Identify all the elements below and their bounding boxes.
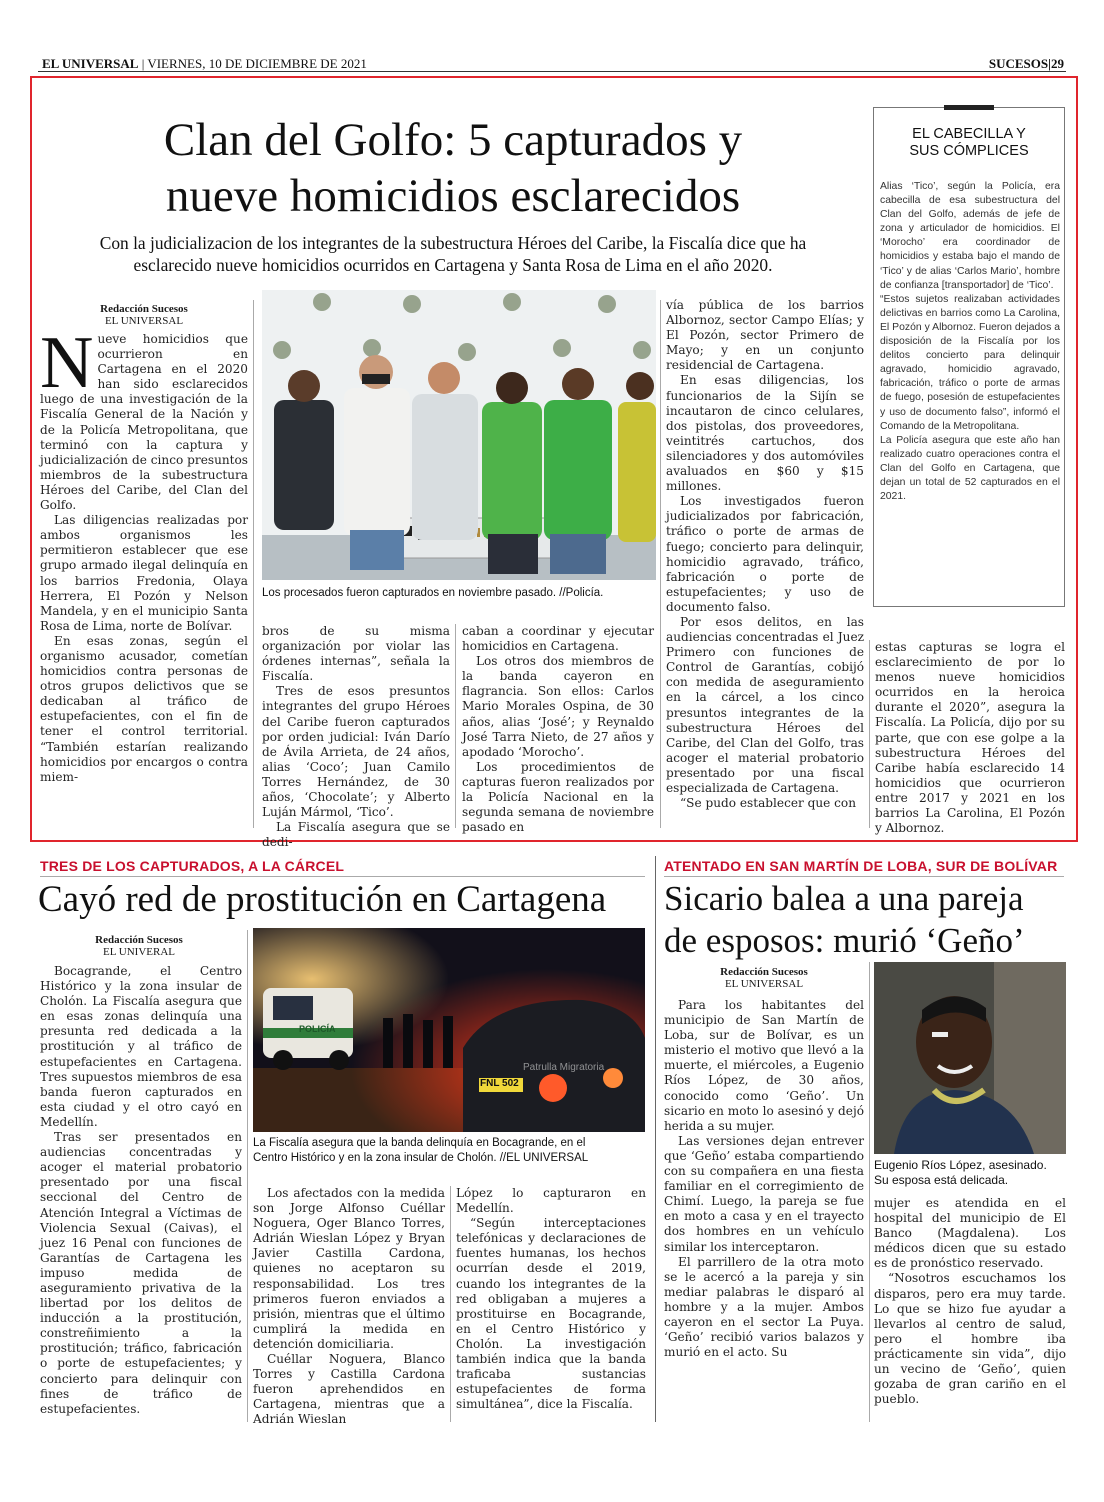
story2-column-1 — [40, 964, 242, 1422]
column-divider — [450, 1186, 451, 1422]
page-number: 29 — [1051, 56, 1064, 71]
main-photo-caption: Los procesados fueron capturados en noviembre pasado. //Policía. — [262, 587, 604, 599]
main-column-3 — [462, 624, 654, 835]
main-paragraph: bros de su misma organización por violar las órdenes internas”, señala la Fiscalía. — [262, 624, 450, 684]
byline-author: Redacción Sucesos — [100, 303, 188, 315]
story2-paragraph: Bocagrande, el Centro Histórico y la zona insular de Cholón. La Fiscalía asegura que en esas zonas delinquía una presunta red dedicada a la prostitución y al tráfico de estupefacientes en Cartagena. Tres supuestos miembros de esa banda fueron capturados en esta ciudad y el otro cayó en Medellín. — [40, 964, 242, 1129]
watermark-text: Patrulla Migratoria — [523, 1062, 605, 1073]
main-column-5 — [875, 640, 1065, 836]
story2-paragraph: Los afectados con la medida son Jorge Alfonso Cuéllar Noguera, Oger Blanco Torres, Adrián Wieslan López y Bryan Javier Castilla Cardona, quienes no aceptaron su responsabilidad. Los tres primeros fueron enviados a prisión, mientras que el último cumplirá la medida en detención domiciliaria. — [253, 1186, 445, 1351]
story2-photo — [253, 928, 645, 1132]
story3-headline — [664, 878, 1025, 962]
story3-caption-line1: Eugenio Ríos López, asesinado. — [874, 1158, 1047, 1172]
main-deck-line1: Con la judicializacion de los integrantes de la subestructura Héroes del Caribe, la Fiscalía dice que ha — [99, 233, 807, 253]
story3-kicker: ATENTADO EN SAN MARTÍN DE LOBA, SUR DE BOLÍVAR — [664, 858, 1058, 874]
sidebar-title — [878, 126, 1060, 160]
story2-paragraph: Tras ser presentados en audiencias concentradas y acoger el material probatorio presentado por una fiscal seccional del Centro de Atención Integral a Víctimas de Violencia Sexual (Caivas), el juez 16 Penal con funciones de Garantías de Cartagena les impuso medida de aseguramiento privativa de la libertad por los delitos de inducción a la prostitución, constreñimiento a la prostitución; tráfico, fabricación o porte de estupefacientes; y concierto para delinquir con fines de tráfico de estupefacientes. — [40, 1130, 242, 1416]
column-divider — [660, 300, 661, 828]
main-paragraph: “Se pudo establecer que con — [680, 796, 856, 811]
story3-caption-line2: Su esposa está delicada. — [874, 1173, 1009, 1187]
main-column-2 — [262, 624, 450, 850]
license-plate: FNL 502 — [480, 1078, 519, 1089]
story2-column-2 — [253, 1186, 445, 1427]
story2-caption-line2: Centro Histórico y en la zona insular de Cholón. //EL UNIVERSAL — [253, 1152, 589, 1164]
column-divider — [247, 930, 248, 1422]
byline-outlet: EL UNIVERSAL — [104, 315, 184, 327]
column-divider — [869, 640, 870, 828]
sidebar-title-line2: SUS CÓMPLICES — [909, 143, 1029, 159]
suspects-photo — [262, 290, 656, 580]
story3-paragraph: El parrillero de la otra moto se le acercó a la pareja y sin mediar palabras le disparó al hombre y a la mujer. Ambos cayeron en el sector La Puya. ‘Geño’ recibió varios balazos y murió en el acto. Su — [664, 1254, 864, 1360]
main-paragraph: La Fiscalía asegura que se dedi- — [262, 820, 450, 850]
story3-byline — [664, 966, 864, 990]
main-paragraph: En esas zonas, según el organismo acusador, cometían homicidios contra personas de otros grupos delictivos que se dedicaban al tráfico de estupefacientes, con el fin de tener el control territorial. “También estarían realizando homicidios por encargos o contra miem- — [40, 633, 248, 784]
story2-byline — [40, 934, 238, 958]
main-paragraph: Por esos delitos, en las audiencias concentradas el Juez Primero con funciones de Control de Garantías, cobijó con medida de aseguramiento en la cárcel, a los cinco presuntos integrantes de la subestructura Héroes del Caribe, del Clan del Golfo, tras acoger el material probatorio presentado por una fiscal especializada de Cartagena. — [666, 614, 864, 795]
issue-date: VIERNES, 10 DE DICIEMBRE DE 2021 — [147, 56, 367, 71]
story2-kicker: TRES DE LOS CAPTURADOS, A LA CÁRCEL — [40, 858, 345, 874]
column-divider — [253, 300, 254, 828]
main-headline-line1: Clan del Golfo: 5 capturados y — [163, 114, 743, 166]
main-paragraph: Los investigados fueron judicializados por fabricación, tráfico o porte de armas de fuego; concierto para delinquir, homicidio agravado, tráfico, fabricación o porte de estupefacientes; y uso de documento falso. — [666, 494, 864, 614]
main-headline-line2: nueve homicidios esclarecidos — [165, 170, 741, 222]
story2-kicker-rule — [40, 876, 645, 877]
story3-column-2 — [874, 1196, 1066, 1422]
main-paragraph: Los procedimientos de capturas fueron realizados por la Policía Nacional en la segunda semana de noviembre pasado en — [462, 759, 654, 835]
main-deck — [44, 232, 862, 276]
sidebar-tab — [944, 105, 994, 110]
column-divider — [869, 962, 870, 1422]
main-paragraph: ueve homicidios que ocurrieron en Cartagena en el 2020 han sido esclarecidos luego de una investigación de la Fiscalía General de la Nación y de la Policía Metropolitana, que terminó con la captura y judicialización de cinco presuntos miembros de la subestructura Héroes del Caribe, del Clan del Golfo. — [40, 332, 248, 513]
story2-paragraph: Cuéllar Noguera, Blanco Torres y Castilla Cardona fueron aprehendidos en Cartagena, mientras que a Adrián Wieslan — [253, 1352, 445, 1427]
sidebar-title-line1: EL CABECILLA Y — [912, 126, 1026, 142]
story3-column-1 — [664, 998, 864, 1422]
story3-paragraph: Las versiones dejan entrever que ‘Geño’ estaba compartiendo con su compañera en una fiesta familiar en el corregimiento de Chimí. Luego, la pareja se fue en moto a casa y en el trayecto dos hombres en un vehículo similar los interceptaron. — [664, 1133, 864, 1254]
main-paragraph: Tres de esos presuntos integrantes del grupo Héroes del Caribe fueron capturados por orden judicial: Iván Darío de Ávila Arrieta, de 24 años, alias ‘Coco’; Juan Camilo Torres Hernández, de 30 años, ‘Chocolate’; y Alberto Luján Mármol, ‘Tico’. — [262, 684, 450, 820]
page-header-right: SUCESOS|29 — [988, 56, 1064, 71]
main-paragraph: Los otros dos miembros de la banda cayeron en flagrancia. Son ellos: Carlos Mario Morales Ospina, de 30 años, alias ‘José’; y Reynaldo José Tarra Nieto, de 27 años y apodado ‘Morocho’. — [462, 654, 654, 759]
sidebar-paragraph: “Estos sujetos realizaban actividades delictivas en barrios como La Carolina, El Pozón y Albornoz. Fueron dejados a disposición de la Fiscalía por los delitos concierto para delinquir agravado, homicidio agravado, fabricación, tráfico o porte de armas de fuego, posesión de estupefacientes y uso de documento falso”, informó el Comando de la Metropolitana. — [880, 293, 1060, 432]
victim-photo — [874, 962, 1066, 1154]
story3-kicker-rule — [664, 876, 1064, 877]
main-paragraph: Las diligencias realizadas por ambos organismos les permitieron establecer que ese grupo armado ilegal delinquía en los barrios Fredonia, Olaya Herrera, El Pozón y Nelson Mandela, y en el municipio Santa Rosa de Lima, norte de Bolívar. — [40, 513, 248, 633]
byline-author: Redacción Sucesos — [95, 934, 183, 946]
main-paragraph: caban a coordinar y ejecutar homicidios en Cartagena. — [462, 624, 654, 654]
story3-paragraph: “Nosotros escuchamos los disparos, pero era muy tarde. Lo que se hizo fue ayudar a llevarlos al centro de salud, pero el hombre iba prácticamente sin vida”, dijo un vecino de ‘Geño’, quien gozaba de gran cariño en el pueblo. — [874, 1271, 1066, 1407]
byline-outlet: EL UNIVERSAL — [724, 978, 804, 990]
header-rule — [38, 71, 1066, 72]
victim-portrait — [874, 962, 1066, 1154]
story2-paragraph: López lo capturaron en Medellín. — [456, 1186, 646, 1216]
main-headline — [40, 112, 866, 224]
main-deck-line2: esclarecido nueve homicidios ocurridos en Cartagena y Santa Rosa de Lima en el año 2020. — [133, 255, 773, 275]
main-paragraph: vía pública de los barrios Albornoz, sector Campo Elías; y El Pozón, sector Primero de Mayo; y en un conjunto residencial de Cartagena. — [666, 298, 864, 373]
newspaper-name: EL UNIVERSAL — [42, 56, 139, 71]
sidebar-paragraph: La Policía asegura que este año han realizado cuatro operaciones contra el Clan del Golfo en Cartagena, que dejan un total de 52 capturados en el 2021. — [880, 434, 1060, 503]
main-paragraph: estas capturas se logra el esclarecimiento de por lo menos nueve homicidios ocurridos en la heroica durante el 2020”, asegura la Fiscalía. La Policía, dijo por su parte, que con ese golpe a la subestructura Héroes del Caribe había esclarecido 14 homicidios que ocurrieron entre 2017 y 2021 en los barrios La Carolina, El Pozón y Albornoz. — [875, 640, 1065, 836]
story-divider — [655, 856, 656, 1422]
main-column-4 — [666, 298, 864, 830]
main-paragraph: En esas diligencias, los funcionarios de la Sijín se incautaron de cinco celulares, dos pistolas, dos proveedores, veintitrés cartuchos, dos silenciadores y dos automóviles avaluados en $60 y $15 millones. — [666, 373, 864, 494]
story3-paragraph: Para los habitantes del municipio de San Martín de Loba, sur de Bolívar, es un misterio el motivo que llevó a la muerte, el miércoles, a Eugenio Ríos López, de 30 años, conocido como ‘Geño’. Un sicario en moto lo asesinó y dejó herida a su mujer. — [664, 998, 864, 1133]
story2-column-3 — [456, 1186, 646, 1422]
column-divider — [455, 624, 456, 828]
story3-headline-line1: Sicario balea a una pareja — [664, 879, 1024, 918]
section-name: SUCESOS — [988, 56, 1049, 71]
drop-cap: N — [40, 322, 94, 404]
byline-author: Redacción Sucesos — [720, 966, 808, 978]
main-column-1 — [40, 322, 248, 828]
page-header-left: EL UNIVERSAL | VIERNES, 10 DE DICIEMBRE DE 2021 — [42, 56, 367, 71]
story3-paragraph: mujer es atendida en el hospital del municipio de El Banco (Magdalena). Los médicos dicen que su estado es de pronóstico reservado. — [874, 1196, 1066, 1271]
story2-caption-line1: La Fiscalía asegura que la banda delinquía en Bocagrande, en el — [253, 1137, 586, 1149]
suspects-photo-illustration — [262, 290, 656, 580]
sidebar-text — [880, 180, 1060, 600]
truck-police-label: POLICÍA — [299, 1024, 336, 1034]
story3-headline-line2: de esposos: murió ‘Geño’ — [664, 921, 1025, 960]
sidebar-paragraph: Alias ‘Tico’, según la Policía, era cabecilla de esa subestructura del Clan del Golfo, además de jefe de zona y articulador de homicidios. El ‘Morocho’ era coordinador de homicidios y estaba bajo el mando de ‘Tico’ y de alias ‘Carlos Mario’, hombre de confianza [transportador] de ‘Tico’. — [880, 181, 1060, 291]
story2-caption — [253, 1136, 645, 1166]
story2-headline: Cayó red de prostitución en Cartagena — [38, 879, 607, 920]
story2-paragraph: “Según interceptaciones telefónicas y declaraciones de fuentes humanas, los hechos ocurrían desde el 2019, cuando los integrantes de la red obligaban a mujeres a prostituirse en Bocagrande, en el Centro Histórico y Cholón. La investigación también indica que la banda traficaba sustancias estupefacientes de forma simultánea”, dice la Fiscalía. — [456, 1216, 646, 1412]
story3-caption — [874, 1158, 1066, 1188]
byline-outlet: EL UNIVERAL — [103, 946, 175, 958]
